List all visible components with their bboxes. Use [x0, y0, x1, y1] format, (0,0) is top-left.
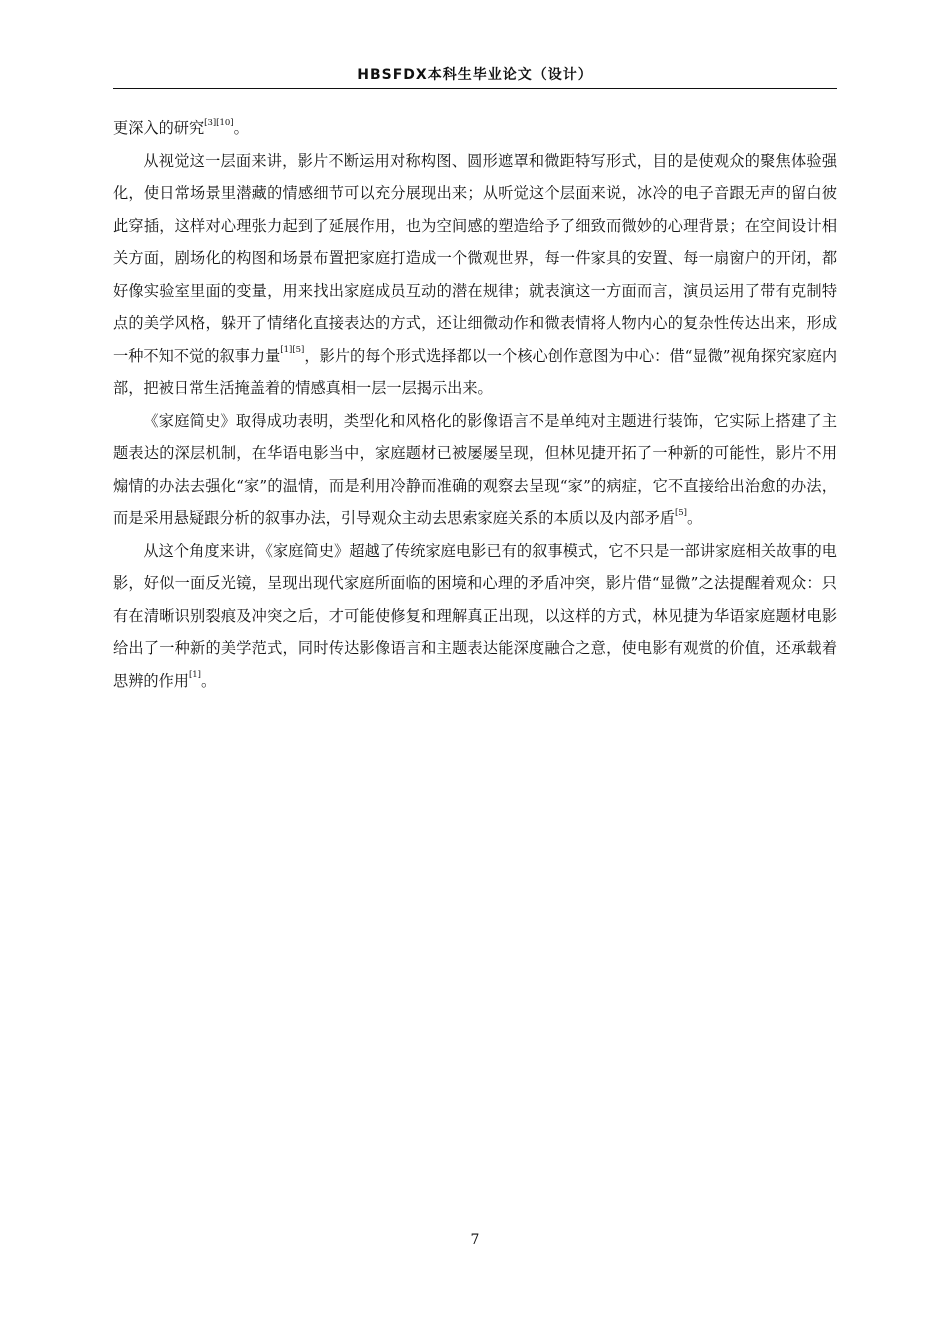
paragraph-text: 《家庭简史》取得成功表明，类型化和风格化的影像语言不是单纯对主题进行装饰，它实际上搭建了主题表达的深层机制，在华语电影当中，家庭题材已被屡屡呈现，但林见捷开拓了一种新的可能性，影片不用煽情的办法去强化“家”的温情，而是利用冷静而准确的观察去呈现“家”的病症，它不直接给出治愈的办法，而是采用悬疑跟分析的叙事办法，引导观众主动去思索家庭关系的本质以及内部矛盾: [113, 411, 837, 527]
paragraph-text: 更深入的研究: [113, 119, 205, 137]
paragraph-text: 。: [200, 671, 217, 690]
paragraph-text: 。: [233, 119, 249, 137]
paragraph: [113, 535, 837, 698]
paragraph: [113, 145, 837, 405]
paragraph-text: 从这个角度来讲，《家庭简史》超越了传统家庭电影已有的叙事模式，它不只是一部讲家庭相关故事的电影，好似一面反光镜，呈现出现代家庭所面临的困境和心理的矛盾冲突，影片借“显微”之法提醒着观众：只有在清晰识别裂痕及冲突之后，才可能使修复和理解真正出现，以这样的方式，林见捷为华语家庭题材电影给出了一种新的美学范式，同时传达影像语言和主题表达能深度融合之意，使电影有观赏的价值，还承载着思辨的作用: [113, 541, 837, 690]
header-rule: [113, 88, 837, 89]
paragraph: [113, 405, 837, 535]
citation-marker: [1]: [188, 670, 201, 681]
citation-marker: [5]: [674, 507, 687, 518]
citation-marker: [1][5]: [280, 345, 305, 356]
paragraph-text: 从视觉这一层面来讲，影片不断运用对称构图、圆形遮罩和微距特写形式，目的是使观众的聚焦体验强化，使日常场景里潜藏的情感细节可以充分展现出来；从听觉这个层面来说，冰冷的电子音跟无声的留白彼此穿插，这样对心理张力起到了延展作用，也为空间感的塑造给予了细致而微妙的心理背景；在空间设计相关方面，剧场化的构图和场景布置把家庭打造成一个微观世界，每一件家具的安置、每一扇窗户的开闭，都好像实验室里面的变量，用来找出家庭成员互动的潜在规律；就表演这一方面而言，演员运用了带有克制特点的美学风格，躲开了情绪化直接表达的方式，还让细微动作和微表情将人物内心的复杂性传达出来，形成一种不知不觉的叙事力量: [113, 151, 837, 365]
page-number: 7: [470, 1232, 480, 1248]
paragraph-text: 。: [686, 509, 703, 527]
paragraph-text: ，影片的每个形式选择都以一个核心创作意图为中心：借“显微”视角探究家庭内部，把被日常生活掩盖着的情感真相一层一层揭示出来。: [113, 346, 838, 397]
running-header: HBSFDX本科生毕业论文（设计）: [357, 67, 593, 83]
body-text: [113, 112, 837, 697]
citation-marker: [3][10]: [204, 117, 234, 128]
paragraph: [113, 112, 837, 145]
